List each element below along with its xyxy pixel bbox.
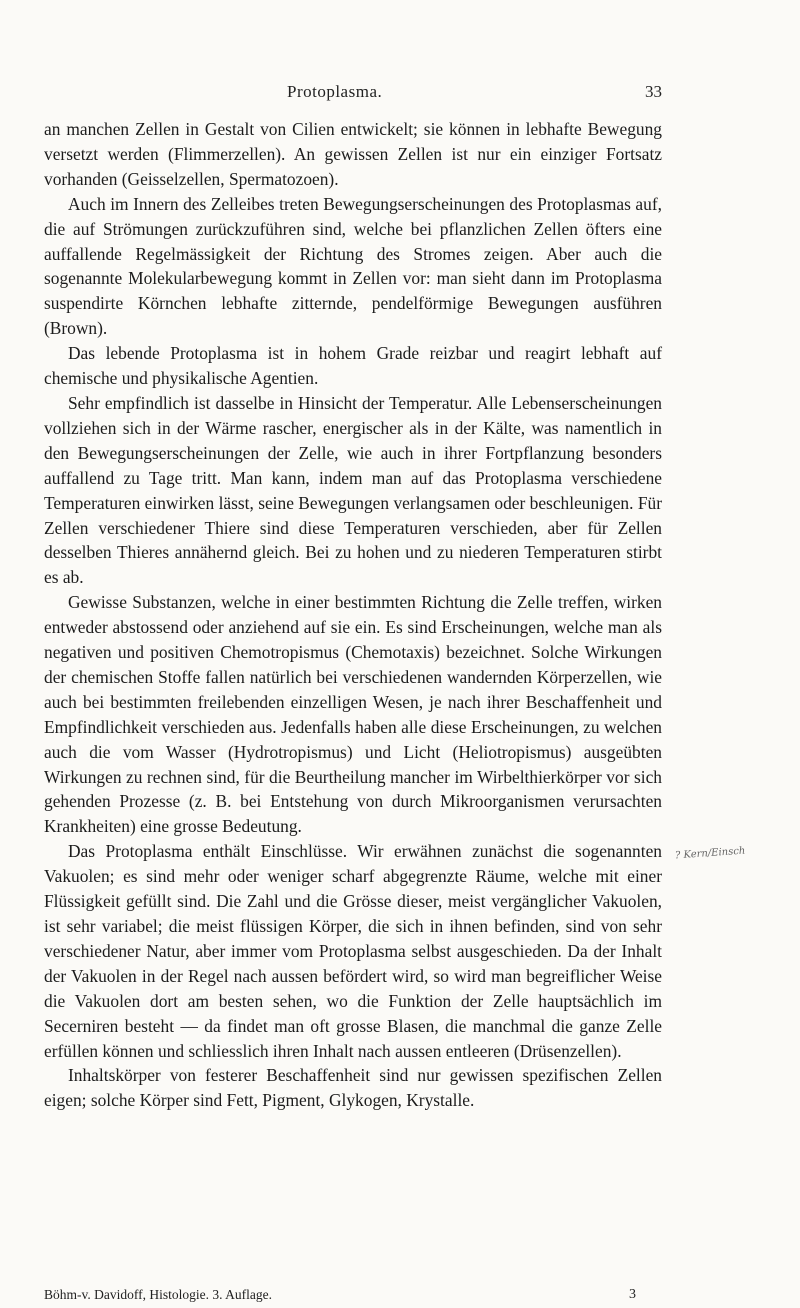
running-title: Protoplasma.	[287, 82, 383, 101]
page-header	[0, 82, 800, 110]
paragraph: an manchen Zellen in Gestalt von Cilien entwickelt; sie können in lebhafte Bewegung versetzt werden (Flimmerzellen). An gewissen Zellen ist nur ein einziger Fortsatz vorhanden (Geisselzellen, Spermatozoen).	[44, 119, 662, 189]
paragraph: Gewisse Substanzen, welche in einer bestimmten Richtung die Zelle treffen, wirken entweder abstossend oder anziehend auf sie ein. Es sind Erscheinungen, welche man als negativen und positiven Chemotropismus (Chemotaxis) bezeichnet. Solche Wirkungen der chemischen Stoffe fallen natürlich bei verschiedenen wandernden Körperzellen, wie auch bei bestimmten freilebenden einzelligen Wesen, je nach ihrer Beschaffenheit und Empfindlichkeit verschieden aus. Jedenfalls haben alle diese Erscheinungen, zu welchen auch die vom Wasser (Hydrotropismus) und Licht (Heliotropismus) ausgeübten Wirkungen zu rechnen sind, für die Beurtheilung mancher im Wirbelthierkörper vor sich gehenden Prozesse (z. B. bei Entstehung von durch Mikroorganismen verursachten Krankheiten) eine grosse Bedeutung.	[44, 592, 662, 837]
signature-mark: 3	[629, 1287, 636, 1302]
paragraph: Auch im Innern des Zelleibes treten Bewegungserscheinungen des Protoplasmas auf, die auf Strömungen zurückzuführen sind, welche bei pflanzlichen Zellen öfters eine auffallende Regelmässigkeit der Richtung des Stromes zeigen. Aber auch die sogenannte Molekularbewegung kommt in Zellen vor: man sieht dann im Protoplasma suspendirte Körnchen lebhafte zitternde, pendelförmige Bewegungen ausführen (Brown).	[44, 193, 662, 339]
paragraph: Inhaltskörper von festerer Beschaffenheit sind nur gewissen spezifischen Zellen eigen; solche Körper sind Fett, Pigment, Glykogen, Krystalle.	[44, 1065, 662, 1111]
page-number: 33	[645, 82, 662, 101]
handwritten-margin-note: ? Kern/Einsch	[674, 845, 746, 862]
page-footer	[44, 1287, 662, 1303]
body-text	[44, 117, 662, 1113]
paragraph: Das lebende Protoplasma ist in hohem Grade reizbar und reagirt lebhaft auf chemische und physikalische Agentien.	[44, 343, 662, 389]
paragraph: Sehr empfindlich ist dasselbe in Hinsicht der Temperatur. Alle Lebenserscheinungen vollziehen sich in der Wärme rascher, energischer als in der Kälte, was namentlich in den Bewegungserscheinungen der Zelle, wie auch in ihrer Fortpflanzung besonders auffallend zu Tage tritt. Man kann, indem man auf das Protoplasma verschiedene Temperaturen einwirken lässt, seine Bewegungen verlangsamen oder beschleunigen. Für Zellen verschiedener Thiere sind diese Temperaturen verschieden, aber für Zellen desselben Thieres annähernd gleich. Bei zu hohen und zu niederen Temperaturen stirbt es ab.	[44, 392, 662, 588]
footer-citation: Böhm-v. Davidoff, Histologie. 3. Auflage.	[44, 1287, 272, 1302]
paragraph: Das Protoplasma enthält Einschlüsse. Wir erwähnen zunächst die sogenannten Vakuolen; es sind mehr oder weniger scharf abgegrenzte Räume, welche mit einer Flüssigkeit gefüllt sind. Die Zahl und die Grösse dieser, meist vergänglicher Vakuolen, ist sehr variabel; die meist flüssigen Körper, die sich in ihnen befinden, sind von sehr verschiedener Natur, aber immer vom Protoplasma selbst ausgeschieden. Da der Inhalt der Vakuolen in der Regel nach aussen befördert wird, so wird man begreiflicher Weise die Vakuolen dort am besten sehen, wo die Funktion der Zelle hauptsächlich im Secerniren besteht — da findet man oft grosse Blasen, die manchmal die ganze Zelle erfüllen können und schliesslich ihren Inhalt nach aussen entleeren (Drüsenzellen).	[44, 841, 662, 1061]
